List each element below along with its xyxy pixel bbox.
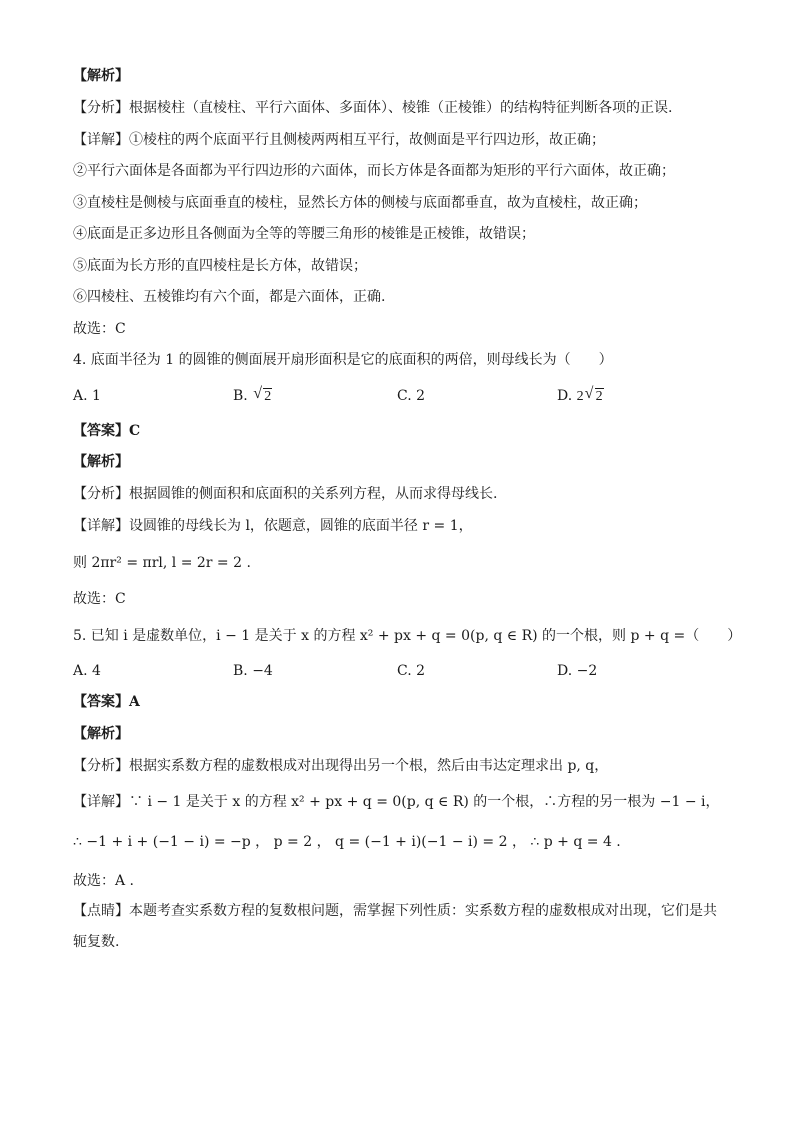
question-5-stem: 5. 已知 i 是虚数单位，i − 1 是关于 x 的方程 x² + px + q = 0(p, q ∈ R) 的一个根，则 p + q =（ ） — [73, 628, 742, 644]
question-4-stem: 4. 底面半径为 1 的圆锥的侧面展开扇形面积是它的底面积的两倍，则母线长为（ ） — [73, 352, 613, 368]
q5-option-a: A. 4 — [73, 663, 101, 679]
detail-line: ⑥四棱柱、五棱锥均有六个面，都是六面体，正确. — [73, 289, 386, 305]
detail-line: ④底面是正多边形且各侧面为全等的等腰三角形的棱锥是正棱锥，故错误； — [73, 226, 535, 242]
q4-option-a: A. 1 — [73, 388, 101, 404]
q5-option-b: B. −4 — [233, 663, 273, 679]
q4-option-d — [557, 387, 604, 406]
detail-line: 【详解】∵ i − 1 是关于 x 的方程 x² + px + q = 0(p, q ∈ R) 的一个根，∴方程的另一根为 −1 − i， — [73, 794, 720, 810]
analysis-line: 【分析】根据棱柱（直棱柱、平行六面体、多面体）、棱锥（正棱锥）的结构特征判断各项的正误. — [73, 100, 673, 116]
q4-option-b — [233, 387, 272, 406]
detail-line: 【详解】①棱柱的两个底面平行且侧棱两两相互平行，故侧面是平行四边形，故正确； — [73, 132, 605, 148]
q4-option-c: C. 2 — [397, 388, 426, 404]
equation-line: 则 2πr² = πrl, l = 2r = 2 . — [73, 555, 251, 571]
choice-line: 故选：C — [73, 321, 126, 337]
section-jiexi-label: 【解析】 — [73, 68, 129, 84]
choice-line: 故选：C — [73, 591, 126, 607]
choice-line: 故选：A . — [73, 873, 135, 889]
section-jiexi-label: 【解析】 — [73, 726, 129, 742]
analysis-line: 【分析】根据实系数方程的虚数根成对出现得出另一个根，然后由韦达定理求出 p, q， — [73, 758, 609, 774]
detail-line: ⑤底面为长方形的直四棱柱是长方体，故错误； — [73, 258, 367, 274]
q4-option-d-label: D. — [557, 388, 573, 404]
analysis-line: 【分析】根据圆锥的侧面积和底面积的关系列方程，从而求得母线长. — [73, 486, 498, 502]
q5-option-c: C. 2 — [397, 663, 426, 679]
answer-label: 【答案】A — [73, 694, 140, 710]
q4-option-b-label: B. — [233, 388, 248, 404]
q5-option-d: D. −2 — [557, 663, 598, 679]
note-line: 【点睛】本题考查实系数方程的复数根问题，需掌握下列性质：实系数方程的虚数根成对出现，它们是共 — [73, 903, 717, 919]
sqrt-symbol — [254, 388, 272, 406]
note-line: 轭复数. — [73, 934, 120, 950]
section-jiexi-label: 【解析】 — [73, 454, 129, 470]
q4-option-d-coef: 2 — [576, 389, 584, 404]
equation-line: ∴ −1 + i + (−1 − i) = −p ， p = 2 ， q = (−1 + i)(−1 − i) = 2 ， ∴ p + q = 4 . — [73, 834, 621, 850]
sqrt-symbol — [586, 388, 604, 406]
detail-line: ③直棱柱是侧棱与底面垂直的棱柱，显然长方体的侧棱与底面都垂直，故为直棱柱，故正确； — [73, 195, 647, 211]
q4-option-b-radicand: 2 — [264, 389, 272, 404]
answer-label: 【答案】C — [73, 423, 141, 439]
q4-option-d-radicand: 2 — [595, 389, 603, 404]
detail-line: ②平行六面体是各面都为平行四边形的六面体，而长方体是各面都为矩形的平行六面体，故正确； — [73, 163, 675, 179]
detail-line: 【详解】设圆锥的母线长为 l，依题意，圆锥的底面半径 r = 1， — [73, 518, 473, 534]
